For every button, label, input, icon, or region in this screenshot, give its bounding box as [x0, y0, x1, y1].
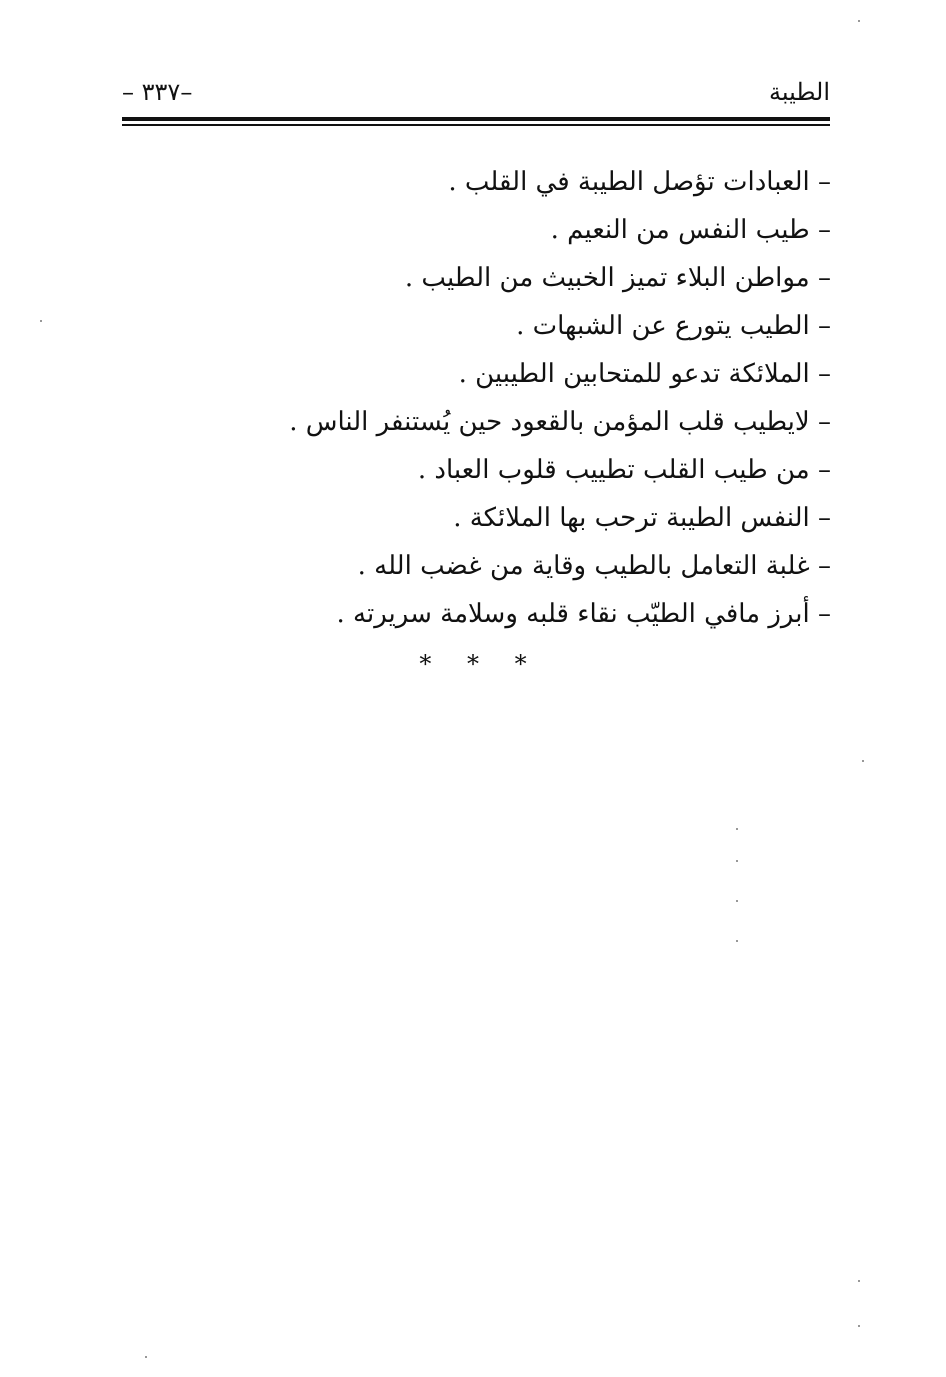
chapter-title: الطيبة — [768, 78, 830, 106]
summary-item: – مواطن البلاء تميز الخبيث من الطيب . — [404, 263, 831, 293]
scan-speck — [736, 940, 738, 942]
scan-speck — [40, 320, 42, 322]
scan-speck — [858, 1280, 860, 1282]
summary-item: – من طيب القلب تطييب قلوب العباد . — [417, 455, 831, 485]
header-rule-thin — [122, 124, 830, 126]
summary-list — [111, 158, 831, 638]
scan-speck — [736, 860, 738, 862]
summary-item: – أبرز مافي الطيّب نقاء قلبه وسلامة سريرته . — [336, 599, 831, 629]
summary-item: – لايطيب قلب المؤمن بالقعود حين يُستنفر الناس . — [289, 407, 831, 437]
scan-speck — [736, 828, 738, 830]
summary-item: – النفس الطيبة ترحب بها الملائكة . — [453, 503, 831, 533]
running-header — [122, 72, 830, 112]
scan-speck — [858, 20, 860, 22]
summary-item: – طيب النفس من النعيم . — [550, 215, 831, 245]
scan-speck — [858, 1325, 860, 1327]
scan-speck — [145, 1356, 147, 1358]
summary-item: – العبادات تؤصل الطيبة في القلب . — [448, 167, 831, 197]
section-separator: * * * — [419, 650, 541, 678]
header-rule-thick — [122, 117, 830, 121]
summary-item: – غلبة التعامل بالطيب وقاية من غضب الله . — [357, 551, 831, 581]
scan-speck — [736, 900, 738, 902]
scan-speck — [862, 760, 864, 762]
summary-item: – الملائكة تدعو للمتحابين الطيبين . — [458, 359, 831, 389]
summary-item: – الطيب يتورع عن الشبهات . — [516, 311, 831, 341]
page-number: – ٣٣٧– — [122, 78, 193, 106]
